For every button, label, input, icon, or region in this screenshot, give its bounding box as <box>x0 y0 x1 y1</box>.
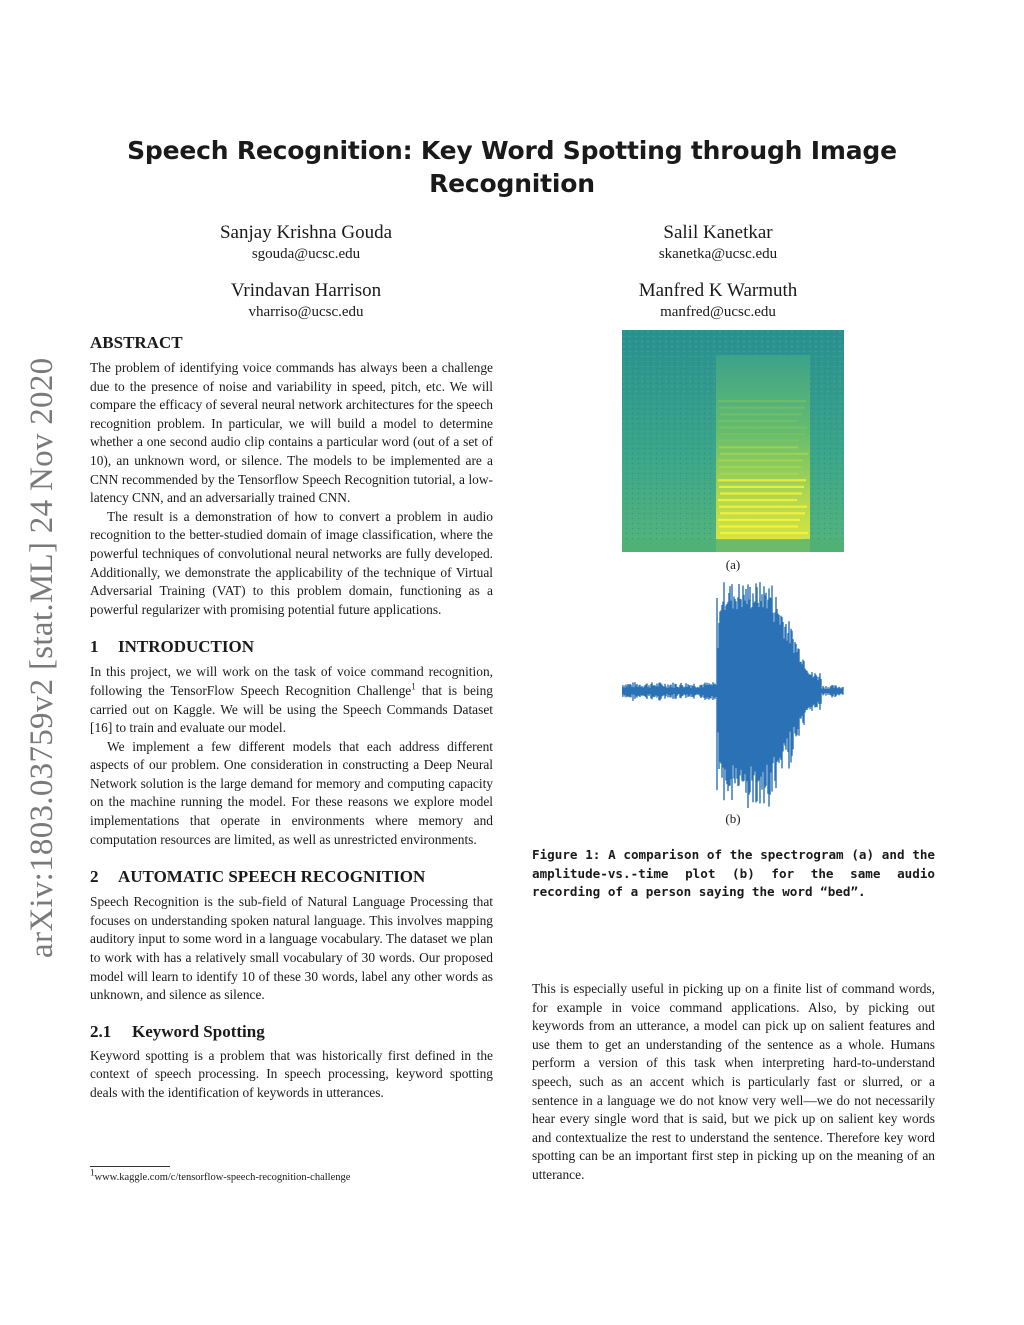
subsection-number: 2.1 <box>90 1021 112 1041</box>
spectrogram-band <box>720 473 799 475</box>
introduction-paragraph: We implement a few different models that each address different aspects of our problem. One consideration in constructing a Deep Neural Network solution is the large demand for memory and computing capacity on the machine running the model. For these reasons we explore model implementations that operate in environments where memory and computation resources are limited, as well as unrestricted environments. <box>90 738 493 847</box>
author-email: sgouda@ucsc.edu <box>251 246 361 262</box>
spectrogram-band <box>719 446 798 448</box>
author-email: skanetka@ucsc.edu <box>658 246 778 262</box>
right-column-body <box>532 980 935 1185</box>
author-email: vharriso@ucsc.edu <box>248 304 364 320</box>
footnote <box>90 1167 351 1185</box>
figure-caption: Figure 1: A comparison of the spectrogram (a) and the amplitude-vs.-time plot (b) for the same audio recording of a person saying the word “bed”. <box>532 847 935 899</box>
figure-sublabel-a: (a) <box>725 557 741 572</box>
abstract-paragraph: The result is a demonstration of how to convert a problem in audio recognition to the better-studied domain of image classification, where the powerful techniques of convolutional neural networks are fully developed. Additionally, we demonstrate the applicability of the technique of Virtual Adversarial Training (VAT) to this problem domain, functioning as a powerful regularizer with promising potential future applications. <box>90 508 493 617</box>
spectrogram-band <box>719 466 801 468</box>
author-name: Sanjay Krishna Gouda <box>219 222 393 243</box>
spectrogram-band <box>718 440 800 442</box>
spectrogram-band <box>720 413 802 415</box>
arxiv-stamp: arXiv:1803.03759v2 [stat.ML] 24 Nov 2020 <box>24 357 60 958</box>
spectrogram-band <box>718 420 797 422</box>
spectrogram-figure <box>622 330 844 552</box>
abstract-heading: ABSTRACT <box>90 333 183 352</box>
author-name: Salil Kanetkar <box>663 222 773 243</box>
section-heading-introduction <box>90 637 493 657</box>
figure-sublabel-b: (b) <box>725 811 741 826</box>
spectrogram-band <box>718 479 806 481</box>
section-number: 2 <box>90 867 99 887</box>
spectrogram-band <box>720 512 805 514</box>
spectrogram-band <box>719 506 807 508</box>
left-column <box>90 333 493 1103</box>
author-email: manfred@ucsc.edu <box>660 304 776 320</box>
paper-title: Speech Recognition: Key Word Spotting through Image Recognition <box>127 136 897 198</box>
keyword-spotting-body <box>90 1047 493 1103</box>
spectrogram-band <box>720 453 808 455</box>
section-title: INTRODUCTION <box>118 637 255 657</box>
spectrogram-band <box>718 400 806 402</box>
spectrogram-band <box>718 499 797 501</box>
keyword-spotting-paragraph: Keyword spotting is a problem that was historically first defined in the context of speech processing. In speech processing, keyword spotting deals with the identification of keywords in utterances. <box>90 1047 493 1100</box>
subsection-title: Keyword Spotting <box>132 1021 265 1041</box>
section-heading-asr <box>90 867 493 887</box>
introduction-paragraph <box>90 663 493 737</box>
spectrogram-band <box>719 407 804 409</box>
text-run: In this project, we will work on the task of voice command recognition, following the TensorFlow Speech Recognition Challenge <box>90 664 493 698</box>
footnote-mark: 1 <box>90 1167 95 1178</box>
asr-paragraph: Speech Recognition is the sub-field of Natural Language Processing that focuses on understanding spoken natural language. This involves mapping auditory input to some word in a language vocabulary. The dataset we plan to work with has a relatively small vocabulary of 30 words. Our proposed model will learn to identify 10 of these 30 words, label any other words as unknown, and silence as silence. <box>90 894 493 1003</box>
introduction-body <box>90 663 493 849</box>
spectrogram-band <box>720 532 808 534</box>
spectrogram-band <box>720 492 802 494</box>
footnote-text: www.kaggle.com/c/tensorflow-speech-recognition-challenge <box>94 1172 351 1183</box>
right-column-paragraph: This is especially useful in picking up on a finite list of command words, for example in voice command applications. Also, by picking out keywords from an utterance, a model can pick up on salient features and use them to get an understanding of the sentence as a whole. Humans perform a version of this task when interpreting hard-to-understand speech, such as an accent which is particularly fast or slurred, or a sentence in a language we do not know very well—we do not necessarily hear every single word that is said, but we pick up on salient key words and contextualize the rest to understand the sentence. Therefore key word spotting can be an important first step in picking up on the meaning of an utterance. <box>532 981 935 1182</box>
spectrogram-band <box>718 519 800 521</box>
spectrogram-band <box>719 525 798 527</box>
section-number: 1 <box>90 637 99 657</box>
spectrogram-band <box>718 459 803 461</box>
text-run: that is being carried out on Kaggle. We will be using the Speech Commands Dataset [16] to train and evaluate our model. <box>90 682 493 736</box>
subsection-heading-keyword-spotting <box>90 1022 493 1042</box>
footnote-marker: 1 <box>411 681 416 692</box>
abstract-body <box>90 359 493 619</box>
asr-body <box>90 893 493 1005</box>
author-name: Manfred K Warmuth <box>638 280 798 301</box>
footnote-rule <box>90 1166 170 1167</box>
section-title: AUTOMATIC SPEECH RECOGNITION <box>118 867 426 887</box>
spectrogram-band <box>720 433 805 435</box>
spectrogram-band <box>719 426 807 428</box>
waveform-trace <box>622 582 843 808</box>
spectrogram-base <box>622 539 844 552</box>
waveform-figure <box>622 578 844 808</box>
author-name: Vrindavan Harrison <box>230 280 382 301</box>
spectrogram-band <box>719 486 804 488</box>
abstract-paragraph: The problem of identifying voice commands has always been a challenge due to the presence of noise and variability in speed, pitch, etc. We will compare the efficacy of several neural network architectures for the speech recognition problem. In particular, we will build a model to determine whether a one second audio clip contains a particular word (out of a set of 10), an unknown word, or silence. The models to be implemented are a CNN recommended by the Tensorflow Speech Recognition tutorial, a low-latency CNN, and an adversarially trained CNN. <box>90 360 493 506</box>
